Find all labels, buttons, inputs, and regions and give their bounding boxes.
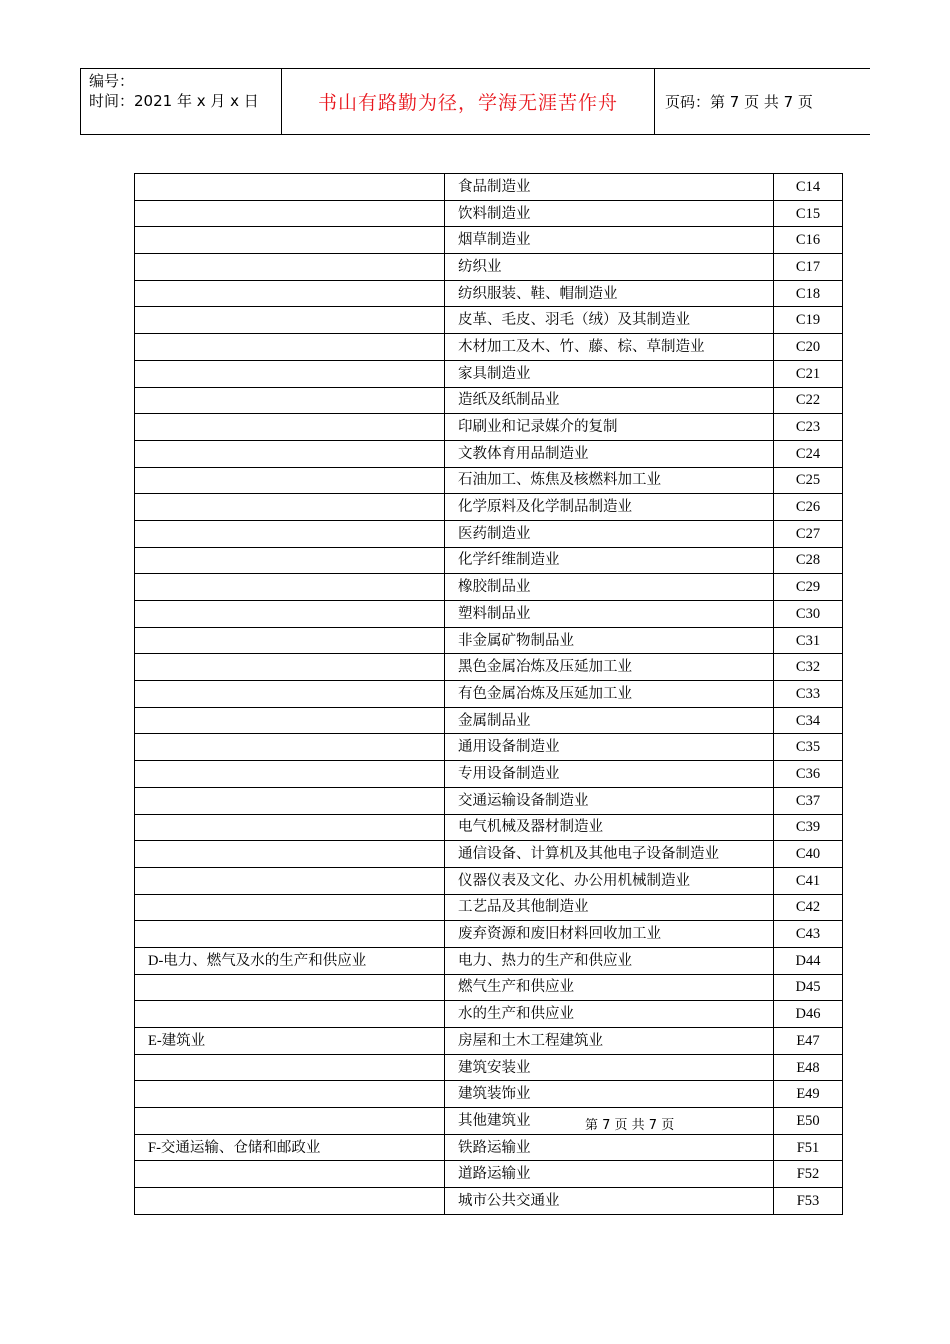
table-row [135,440,843,467]
table-row [135,547,843,574]
industry-cell: 专用设备制造业 [445,761,774,788]
table-row [135,307,843,334]
code-cell: C41 [774,867,843,894]
table-row [135,627,843,654]
category-cell [135,227,445,254]
table-row [135,867,843,894]
table-row [135,787,843,814]
industry-cell: 铁路运输业 [445,1134,774,1161]
industry-cell: 废弃资源和废旧材料回收加工业 [445,921,774,948]
code-cell: C25 [774,467,843,494]
code-cell: C26 [774,494,843,521]
industry-cell: 建筑安装业 [445,1054,774,1081]
document-number-label: 编号： [89,72,135,90]
code-cell: C42 [774,894,843,921]
category-cell [135,467,445,494]
table-row [135,734,843,761]
category-cell [135,174,445,201]
industry-cell: 纺织服装、鞋、帽制造业 [445,280,774,307]
code-cell: C33 [774,681,843,708]
table-row [135,360,843,387]
category-cell [135,280,445,307]
category-cell [135,601,445,628]
code-cell: C28 [774,547,843,574]
category-cell [135,440,445,467]
category-cell [135,254,445,281]
industry-cell: 塑料制品业 [445,601,774,628]
code-cell: E50 [774,1108,843,1135]
table-row [135,280,843,307]
code-cell: E48 [774,1054,843,1081]
industry-cell: 黑色金属冶炼及压延加工业 [445,654,774,681]
table-row [135,467,843,494]
code-cell: C17 [774,254,843,281]
category-cell [135,654,445,681]
table-row [135,520,843,547]
category-cell [135,761,445,788]
table-body [135,174,843,1215]
industry-cell: 仪器仪表及文化、办公用机械制造业 [445,867,774,894]
industry-cell: 房屋和土木工程建筑业 [445,1028,774,1055]
category-cell [135,1108,445,1135]
table-row [135,761,843,788]
code-cell: C24 [774,440,843,467]
industry-cell: 化学纤维制造业 [445,547,774,574]
table-row [135,654,843,681]
category-cell [135,1001,445,1028]
industry-cell: 通用设备制造业 [445,734,774,761]
category-cell [135,627,445,654]
industry-cell: 皮革、毛皮、羽毛（绒）及其制造业 [445,307,774,334]
table-row [135,1108,843,1135]
table-row [135,974,843,1001]
code-cell: C23 [774,414,843,441]
table-row [135,841,843,868]
industry-cell: 化学原料及化学制品制造业 [445,494,774,521]
code-cell: D46 [774,1001,843,1028]
category-cell: E-建筑业 [135,1028,445,1055]
category-cell [135,307,445,334]
header-meta [81,69,282,134]
code-cell: C32 [774,654,843,681]
industry-cell: 电力、热力的生产和供应业 [445,947,774,974]
code-cell: F51 [774,1134,843,1161]
table-row [135,1188,843,1215]
industry-cell: 工艺品及其他制造业 [445,894,774,921]
category-cell [135,734,445,761]
category-cell [135,974,445,1001]
code-cell: C19 [774,307,843,334]
industry-cell: 橡胶制品业 [445,574,774,601]
code-cell: D44 [774,947,843,974]
category-cell [135,1188,445,1215]
category-cell [135,787,445,814]
table-row [135,494,843,521]
industry-cell: 医药制造业 [445,520,774,547]
category-cell: D-电力、燃气及水的生产和供应业 [135,947,445,974]
table-row [135,1001,843,1028]
industry-cell: 食品制造业 [445,174,774,201]
code-cell: E49 [774,1081,843,1108]
table-row [135,1081,843,1108]
table-row [135,947,843,974]
category-cell [135,574,445,601]
code-cell: C27 [774,520,843,547]
table-row [135,601,843,628]
industry-cell: 金属制品业 [445,707,774,734]
code-cell: C18 [774,280,843,307]
motto-text: 书山有路勤为径，学海无涯苦作舟 [317,92,618,114]
table-row [135,1134,843,1161]
table-row [135,414,843,441]
code-cell: C16 [774,227,843,254]
industry-cell: 通信设备、计算机及其他电子设备制造业 [445,841,774,868]
table-row [135,921,843,948]
code-cell: C35 [774,734,843,761]
category-cell [135,200,445,227]
table-row [135,1054,843,1081]
code-cell: C39 [774,814,843,841]
category-cell [135,1054,445,1081]
table-row [135,200,843,227]
code-cell: F53 [774,1188,843,1215]
industry-cell: 电气机械及器材制造业 [445,814,774,841]
header-page-info: 页码：第 7 页 共 7 页 [665,93,813,111]
category-cell [135,387,445,414]
table-row [135,174,843,201]
category-cell [135,547,445,574]
industry-cell: 饮料制造业 [445,200,774,227]
code-cell: C31 [774,627,843,654]
table-row [135,894,843,921]
code-cell: C15 [774,200,843,227]
category-cell [135,841,445,868]
industry-cell: 城市公共交通业 [445,1188,774,1215]
category-cell [135,1081,445,1108]
code-cell: C22 [774,387,843,414]
code-cell: E47 [774,1028,843,1055]
table-row [135,1028,843,1055]
industry-cell: 有色金属冶炼及压延加工业 [445,681,774,708]
page-footer: 第 7 页 共 7 页 [585,1118,675,1133]
category-cell [135,1161,445,1188]
table-row [135,574,843,601]
industry-cell: 纺织业 [445,254,774,281]
industry-cell: 道路运输业 [445,1161,774,1188]
industry-cell: 印刷业和记录媒介的复制 [445,414,774,441]
code-cell: C34 [774,707,843,734]
industry-cell: 烟草制造业 [445,227,774,254]
code-cell: C14 [774,174,843,201]
industry-cell: 水的生产和供应业 [445,1001,774,1028]
industry-classification-table [134,173,843,1215]
category-cell [135,520,445,547]
industry-cell: 建筑装饰业 [445,1081,774,1108]
table-row [135,227,843,254]
code-cell: C30 [774,601,843,628]
category-cell [135,921,445,948]
table-row [135,387,843,414]
document-time-label: 时间：2021 年 x 月 x 日 [89,92,259,110]
code-cell: C21 [774,360,843,387]
category-cell [135,360,445,387]
table-row [135,334,843,361]
industry-cell: 其他建筑业 [445,1108,774,1135]
category-cell [135,867,445,894]
code-cell: C43 [774,921,843,948]
code-cell: C20 [774,334,843,361]
category-cell [135,707,445,734]
industry-cell: 家具制造业 [445,360,774,387]
code-cell: D45 [774,974,843,1001]
code-cell: C40 [774,841,843,868]
category-cell [135,414,445,441]
code-cell: C36 [774,761,843,788]
code-cell: C29 [774,574,843,601]
page-header [80,68,870,135]
table-row [135,681,843,708]
table-row [135,254,843,281]
category-cell [135,334,445,361]
industry-cell: 石油加工、炼焦及核燃料加工业 [445,467,774,494]
industry-cell: 造纸及纸制品业 [445,387,774,414]
category-cell [135,681,445,708]
category-cell [135,494,445,521]
industry-cell: 交通运输设备制造业 [445,787,774,814]
category-cell [135,894,445,921]
industry-cell: 非金属矿物制品业 [445,627,774,654]
header-motto [282,69,655,134]
table-row [135,1161,843,1188]
table-row [135,707,843,734]
industry-cell: 木材加工及木、竹、藤、棕、草制造业 [445,334,774,361]
table-row [135,814,843,841]
category-cell [135,814,445,841]
industry-cell: 文教体育用品制造业 [445,440,774,467]
category-cell: F-交通运输、仓储和邮政业 [135,1134,445,1161]
industry-cell: 燃气生产和供应业 [445,974,774,1001]
code-cell: C37 [774,787,843,814]
code-cell: F52 [774,1161,843,1188]
